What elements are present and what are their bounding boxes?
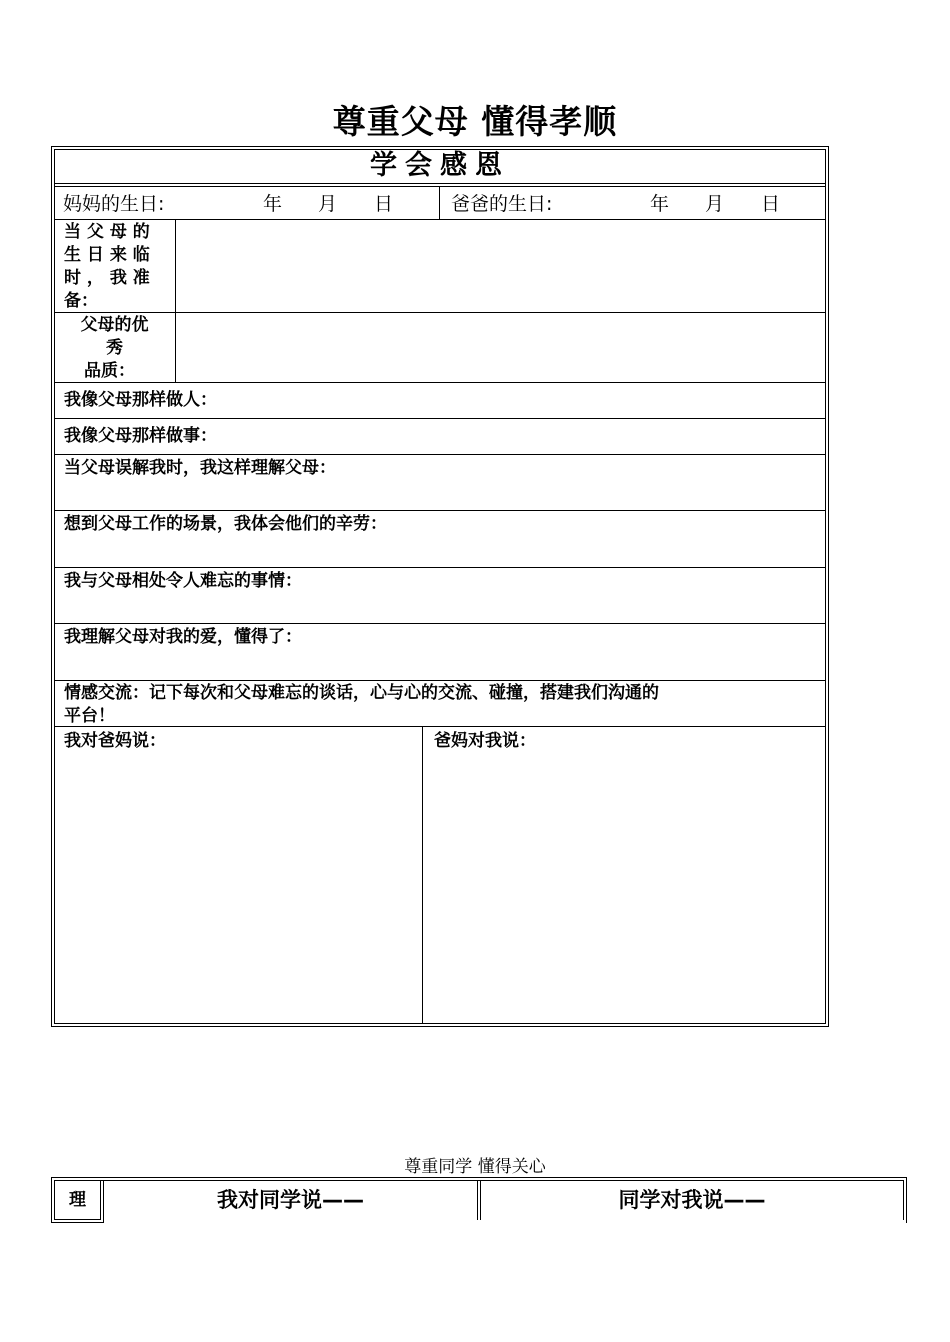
classmates-form xyxy=(0,1170,950,1230)
dad-birthday-month: 月 xyxy=(705,193,725,215)
me-to-parents-label: 我对爸妈说： xyxy=(64,731,166,751)
do-like-parents-label: 我像父母那样做事： xyxy=(64,426,217,446)
page-title: 尊重父母 懂得孝顺 xyxy=(332,102,618,141)
dad-birthday-year: 年 xyxy=(650,193,670,215)
mom-birthday-year: 年 xyxy=(263,193,283,215)
section-title: 学会感恩 xyxy=(370,150,510,181)
be-like-parents-label: 我像父母那样做人： xyxy=(64,390,217,410)
misunderstood-label: 当父母误解我时，我这样理解父母： xyxy=(64,458,336,478)
dad-birthday-day: 日 xyxy=(761,193,781,215)
parents-to-me-field[interactable] xyxy=(424,756,824,1022)
dad-birthday-label: 爸爸的生日: xyxy=(451,193,553,215)
me-to-parents-field[interactable] xyxy=(55,756,421,1022)
parents-quality-label: 父母的优 秀 品质： xyxy=(80,315,149,381)
parents-quality-field[interactable] xyxy=(176,313,825,382)
parents-to-me-label: 爸妈对我说： xyxy=(434,731,536,751)
me-to-classmates-label: 我对同学说—— xyxy=(217,1188,364,1212)
mom-birthday-day: 日 xyxy=(374,193,394,215)
work-scene-label: 想到父母工作的场景，我体会他们的辛劳： xyxy=(64,514,387,534)
birthday-prep-label: 当 父 母 的 生 日 来 临 时 ， 我 准 备： xyxy=(64,222,150,311)
mom-birthday-month: 月 xyxy=(318,193,338,215)
birthday-prep-field[interactable] xyxy=(176,220,825,312)
classmates-to-me-label: 同学对我说—— xyxy=(618,1188,766,1212)
classmates-side-label: 理 xyxy=(69,1190,86,1210)
understand-love-label: 我理解父母对我的爱，懂得了： xyxy=(64,627,302,647)
memorable-things-label: 我与父母相处令人难忘的事情： xyxy=(64,571,302,591)
emotion-exchange-label: 情感交流：记下每次和父母难忘的谈话，心与心的交流、碰撞，搭建我们沟通的 平台！ xyxy=(64,683,659,726)
mom-birthday-label: 妈妈的生日: xyxy=(63,193,165,215)
classmates-form-title: 尊重同学 懂得关心 xyxy=(404,1157,546,1177)
